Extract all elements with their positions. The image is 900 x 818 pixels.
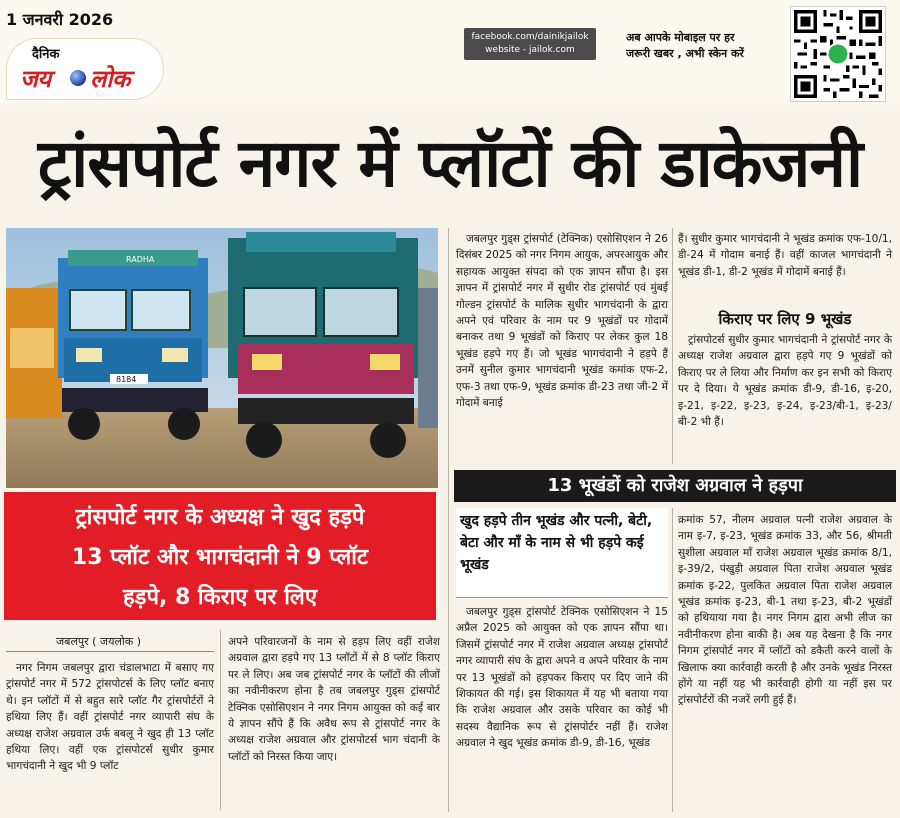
logo-word-right: लोक bbox=[90, 65, 130, 93]
divider bbox=[220, 630, 221, 810]
mobile-promo-line1: अब आपके मोबाइल पर हर bbox=[626, 31, 735, 44]
article-column-1 bbox=[6, 660, 214, 810]
red-highlight-banner bbox=[4, 492, 436, 620]
article-text: जबलपुर गुड्स ट्रांसपोर्ट (टेक्निक) एसोसिएशन ने 26 दिसंबर 2025 को नगर निगम आयुक, अपरआयुक और सहायक आयुक्त संपदा को एक ज्ञापन सौंपा है। इस ज्ञापन में ट्रांसपोर्ट नगर में सुधीर रोड ट्रांसपोर्ट एवं मुंबई गोल्डन ट्रांसपोर्ट के मालिक सुधीर भागचंदानी के द्वारा अपने एवं परिवार के नाम पर 9 भूखंडों पर गोदामें बनाकर तथा 9 भूखंडों को किराए पर लेकर कुल 18 भूखंड हड़पे गए हैं। जो भूखंड भागचंदानी ने हड़पे हैं उनमें सुनील कुमार भागचंदानी भूखंड कमांक एफ-2, एफ-3 तथा एफ-9, भूखंड क्रमांक डी-23 तथा जी-2 में गोदामें बनाई bbox=[456, 233, 668, 410]
masthead bbox=[0, 0, 900, 105]
logo-small-text: दैनिक bbox=[32, 47, 60, 62]
website-link[interactable]: website - jailok.com bbox=[485, 45, 575, 55]
qr-code-icon[interactable] bbox=[790, 6, 886, 102]
red-banner-line2: 13 प्लॉट और भागचंदानी ने 9 प्लॉट bbox=[71, 545, 369, 570]
article-column-2 bbox=[228, 634, 440, 810]
subheading-rented-plots: किराए पर लिए 9 भूखंड bbox=[718, 310, 852, 328]
article-column-3 bbox=[456, 231, 668, 483]
red-banner-line1: ट्रांसपोर्ट नगर के अध्यक्ष ने खुद हड़पे bbox=[75, 505, 365, 530]
divider bbox=[672, 508, 673, 812]
logo-word-left: जय bbox=[20, 65, 51, 93]
article-column-7 bbox=[678, 512, 892, 812]
article-text: हैं। सुधीर कुमार भागचंदानी ने भूखंड क्रमांक एफ-10/1, डी-24 में गोदाम बनाई हैं। वहीं काजल भागचंदानी ने भूखंड डी-1, डी-2 भूखंड में गोदामें बनाई हैं। bbox=[678, 233, 892, 278]
mobile-promo-line2: जरूरी खबर , अभी स्केन करें bbox=[626, 47, 744, 60]
red-banner-line3: हड़पे, 8 किराए पर लिए bbox=[123, 585, 317, 610]
article-column-5 bbox=[678, 332, 892, 460]
article-column-6 bbox=[456, 604, 668, 812]
edition-date: 1 जनवरी 2026 bbox=[6, 10, 114, 29]
article-text: नगर निगम जबलपुर द्वारा चंडालभाटा में बसाए गए ट्रांसपोर्ट नगर में 572 ट्रांसपोटर्स के लिए प्लॉट बनाए थे। इन प्लॉटों में से बहुत सारे प्लॉट गैर ट्रांसपोर्टरों ने हथिया लिए हैं। वहीं ट्रांसपोर्ट नगर व्यापारी संघ के अध्यक्ष राजेश अग्रवाल उर्फ बबलू ने खुद ही 13 प्लॉट हथिया लिए। वहीं एक ट्रांसपोटर्स सुधीर कुमार भागचंदानी ने खुद भी 9 प्लॉट bbox=[6, 662, 214, 773]
dateline: जबलपुर ( जयलोक ) bbox=[56, 635, 142, 648]
divider bbox=[448, 228, 449, 812]
black-subhead-banner: 13 भूखंडों को राजेश अग्रवाल ने हड़पा bbox=[454, 470, 896, 502]
trucks-photo bbox=[6, 228, 438, 488]
divider bbox=[6, 651, 214, 652]
divider bbox=[672, 228, 673, 464]
main-headline: ट्रांसपोर्ट नगर में प्लॉटों की डाकेजनी bbox=[37, 125, 863, 202]
article-column-4 bbox=[678, 231, 892, 307]
article-text: जबलपुर गुड्स ट्रांसपोर्ट टेक्निक एसोसिएशन ने 15 अप्रैल 2025 को आयुक्त को एक ज्ञापन सौंपा था। जिसमें ट्रांसपोर्ट नगर में राजेश अग्रवाल अध्यक्ष ट्रांसपोर्ट नगर व्यापारी संघ के द्वारा अपने व अपने परिवार के नाम पर 13 भूखंडों को हड़पकर किराए पर दिए जाने की शिकायत की गई। इस शिकायत में यह भी बताया गया कि राजेश अग्रवाल और उसके परिवार का कोई भी सदस्य वैद्यानिक रूप से ट्रांसपोर्टर नहीं हैं। राजेश अग्रवाल ने खुद भूखंड क्रमांक डी-9, डी-16, भूखंड bbox=[456, 606, 668, 750]
mobile-promo bbox=[626, 30, 776, 62]
article-text: क्रमांक 57, नीलम अग्रवाल पत्नी राजेश अग्रवाल के नाम इ-7, इ-23, भूखंड क्रमांक 33, और 56, श्रीमती सुशीला अग्रवाल माँ राजेश अग्रवाल भूखंड क्रमांक 8/1, इ-39/2, पंखुड़ी अग्रवाल पिता राजेश अग्रवाल भूखंड क्रमांक इ-22, पुलकित अग्रवाल पिता राजेश अग्रवाल भूखंड क्रमांक इ-23, बी-1 तथा इ-23, बी-2 भूखंडों को हथियाया गया है। नगर निगम द्वारा अभी लीज का नवीनीकरण होना बाकी है। अब यह देखना है कि नगर निगम ट्रांसपोर्ट नगर में प्लॉटों को डकैती करने वालों के खिलाफ क्या कार्रवाही करती है और उनके भूखंड निरस्त होंगे या नहीं यह भी कार्रवाही होगी या नहीं इस पर ट्रांसपोर्टरों की नजरें लगी हुई हैं। bbox=[678, 514, 892, 707]
truck-plate: 8184 bbox=[116, 375, 137, 384]
newspaper-logo[interactable] bbox=[6, 38, 164, 100]
story-deck: खुद हड़पे तीन भूखंड और पत्नी, बेटी, बेटा और माँ के नाम से भी हड़पे कई भूखंड bbox=[456, 508, 668, 598]
article-text: ट्रांसपोटर्स सुधीर कुमार भागचंदानी ने ट्रांसपोर्ट नगर के अध्यक्ष राजेश अग्रवाल द्वारा हड़पे गए 9 भूखंडों को किराए पर ले लिया और निर्माण कर इन सभी को किराए पर दे दिया। ये भूखंड क्रमांक डी-9, डी-16, इ-20, इ-21, इ-22, इ-23, इ-24, इ-23/बी-1, इ-23/बी-2 भी हैं। bbox=[678, 334, 892, 429]
truck-sign: RADHA bbox=[126, 255, 155, 264]
social-links[interactable] bbox=[464, 28, 596, 60]
facebook-link[interactable]: facebook.com/dainikjailok bbox=[471, 32, 589, 42]
globe-icon bbox=[70, 70, 86, 86]
article-text: अपने परिवारजनों के नाम से हड़प लिए वहीं राजेश अग्रवाल द्वारा हड़पे गए 13 प्लॉटों में से 8 प्लॉट किराए पर ले लिए। अब जब ट्रांसपोर्ट नगर के प्लॉटों की लीजों का नवीनीकरण होना है तब जबलपुर गुड्स ट्रांसपोर्ट टेक्निक एसोसिएशन ने नगर निगम आयुक्त को कई बार ये ज्ञापन सौंपे हैं कि अवैध रूप से ट्रांसपोर्ट नगर के अध्यक्ष राजेश अग्रवाल और ट्रांसपोटर्स भाग चंदानी के प्लॉटों को निरस्त किया जाए। bbox=[228, 636, 440, 763]
